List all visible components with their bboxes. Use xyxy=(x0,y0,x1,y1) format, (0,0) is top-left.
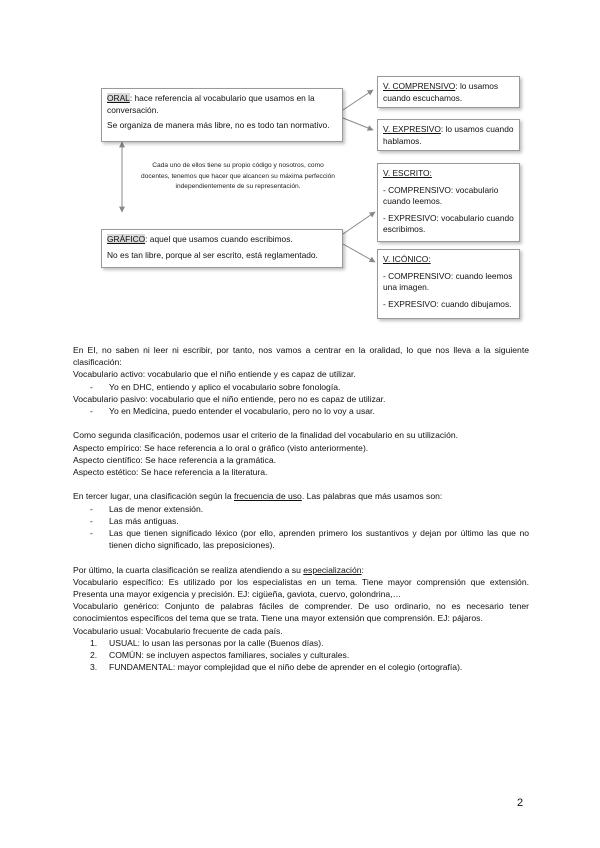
frecuencia-de-uso-term: frecuencia de uso xyxy=(234,491,302,502)
grafico-box xyxy=(101,229,343,268)
vocabulario-especifico: Vocabulario específico: Es utilizado por los especialistas en un tema. Tiene mayor comprensión que extensión. Presenta una mayor exigencia y precisión. EJ: cigüeña, gaviota, cuervo, golondrina,… xyxy=(73,576,529,600)
arrow-oral-expresivo xyxy=(343,118,373,130)
grafico-label: GRÁFICO xyxy=(107,234,146,244)
aspecto-estetico: Aspecto estético: Se hace referencia a la literatura. xyxy=(73,467,268,478)
oral-label: ORAL xyxy=(107,93,130,103)
v-iconico-title: V. ICÓNICO: xyxy=(383,254,431,264)
list-item: 1. USUAL: lo usan las personas por la calle (Buenos días). xyxy=(90,637,324,648)
v-comprensivo-label: V. COMPRENSIVO xyxy=(383,81,456,91)
list-item: - Yo en DHC, entiendo y aplico el vocabulario sobre fonología. xyxy=(90,381,341,392)
oral-note: Se organiza de manera más libre, no es todo tan normativo. xyxy=(107,120,330,130)
v-iconico-expresivo: - EXPRESIVO: cuando dibujamos. xyxy=(383,298,512,309)
middle-note: Cada uno de ellos tiene su propio código y nosotros, como docentes, tenemos que hacer que alcancen su máxima perfección independientemente de su representación. xyxy=(141,162,335,190)
aspecto-cientifico: Aspecto científico: Se hace referencia a la gramática. xyxy=(73,454,277,465)
list-item: - Las de menor extensión. xyxy=(90,503,204,514)
v-comprensivo-definition: : lo usamos cuando escuchamos. xyxy=(383,81,499,103)
body-text xyxy=(73,344,529,673)
arrow-grafico-iconico xyxy=(343,244,375,262)
arrow-grafico-escrito xyxy=(343,212,375,234)
especializacion-term: especialización xyxy=(303,564,362,575)
v-escrito-box xyxy=(377,163,520,242)
list-item: 2. COMÚN: se incluyen aspectos familiares, sociales y culturales. xyxy=(90,650,350,661)
oral-definition: : hace referencia al vocabulario que usamos en la conversación. xyxy=(107,93,315,115)
page-number: 2 xyxy=(517,797,524,809)
v-expresivo-box xyxy=(377,119,520,151)
vocabulario-usual: Vocabulario usual: Vocabulario frecuente de cada país. xyxy=(73,625,283,636)
v-expresivo-definition: : lo usamos cuando hablamos. xyxy=(383,124,514,146)
v-escrito-expresivo: - EXPRESIVO: vocabulario cuando escribimos. xyxy=(383,212,514,234)
list-item: - Las más antiguas. xyxy=(90,515,179,526)
v-escrito-title: V. ESCRITO: xyxy=(383,168,432,178)
vocabulario-pasivo: Vocabulario pasivo: vocabulario que el niño entiende, pero no es capaz de utilizar. xyxy=(73,393,386,404)
v-escrito-comprensivo: - COMPRENSIVO: vocabulario cuando leemos. xyxy=(383,184,499,206)
grafico-definition: : aquel que usamos cuando escribimos. xyxy=(145,234,293,244)
oral-box xyxy=(101,88,343,142)
list-item: - Yo en Medicina, puedo entender el vocabulario, pero no lo voy a usar. xyxy=(90,406,375,417)
grafico-note: No es tan libre, porque al ser escrito, está reglamentado. xyxy=(107,249,318,260)
v-expresivo-label: V. EXPRESIVO xyxy=(383,124,441,134)
paragraph-frecuencia: En tercer lugar, una clasificación según la frecuencia de uso. Las palabras que más usamos son: xyxy=(73,491,443,502)
paragraph-especializacion: Por último, la cuarta clasificación se realiza atendiendo a su especialización: xyxy=(73,564,364,575)
vocabulario-activo: Vocabulario activo: vocabulario que el niño entiende y es capaz de utilizar. xyxy=(73,369,356,380)
v-iconico-box xyxy=(377,249,520,319)
paragraph-second-classification: Como segunda clasificación, podemos usar el criterio de la finalidad del vocabulario en su utilización. xyxy=(73,430,459,441)
v-iconico-comprensivo: - COMPRENSIVO: cuando leemos una imagen. xyxy=(383,270,513,292)
aspecto-empirico: Aspecto empírico: Se hace referencia a lo oral o gráfico (visto anteriormente). xyxy=(73,442,369,453)
vocabulario-generico: Vocabulario genérico: Conjunto de palabras fáciles de comprender. De uso ordinario, no es necesario tener conocimientos específicos del tema que se trata. Tiene una mayor extensión que comprensión. EJ: pájaros. xyxy=(73,601,529,624)
paragraph-intro: En EI, no saben ni leer ni escribir, por tanto, nos vamos a centrar en la oralidad, lo que nos lleva a la siguiente clasificación: xyxy=(73,345,529,368)
v-comprensivo-box xyxy=(377,76,520,108)
arrow-oral-comprensivo xyxy=(343,90,373,110)
list-item: - Las que tienen significado léxico (por ello, aprenden primero los sustantivos y dejan por último las que no tienen dicho significado, las preposiciones). xyxy=(90,528,529,551)
list-item: 3. FUNDAMENTAL: mayor complejidad que el niño debe de aprender en el colegio (ortografía). xyxy=(90,662,463,673)
